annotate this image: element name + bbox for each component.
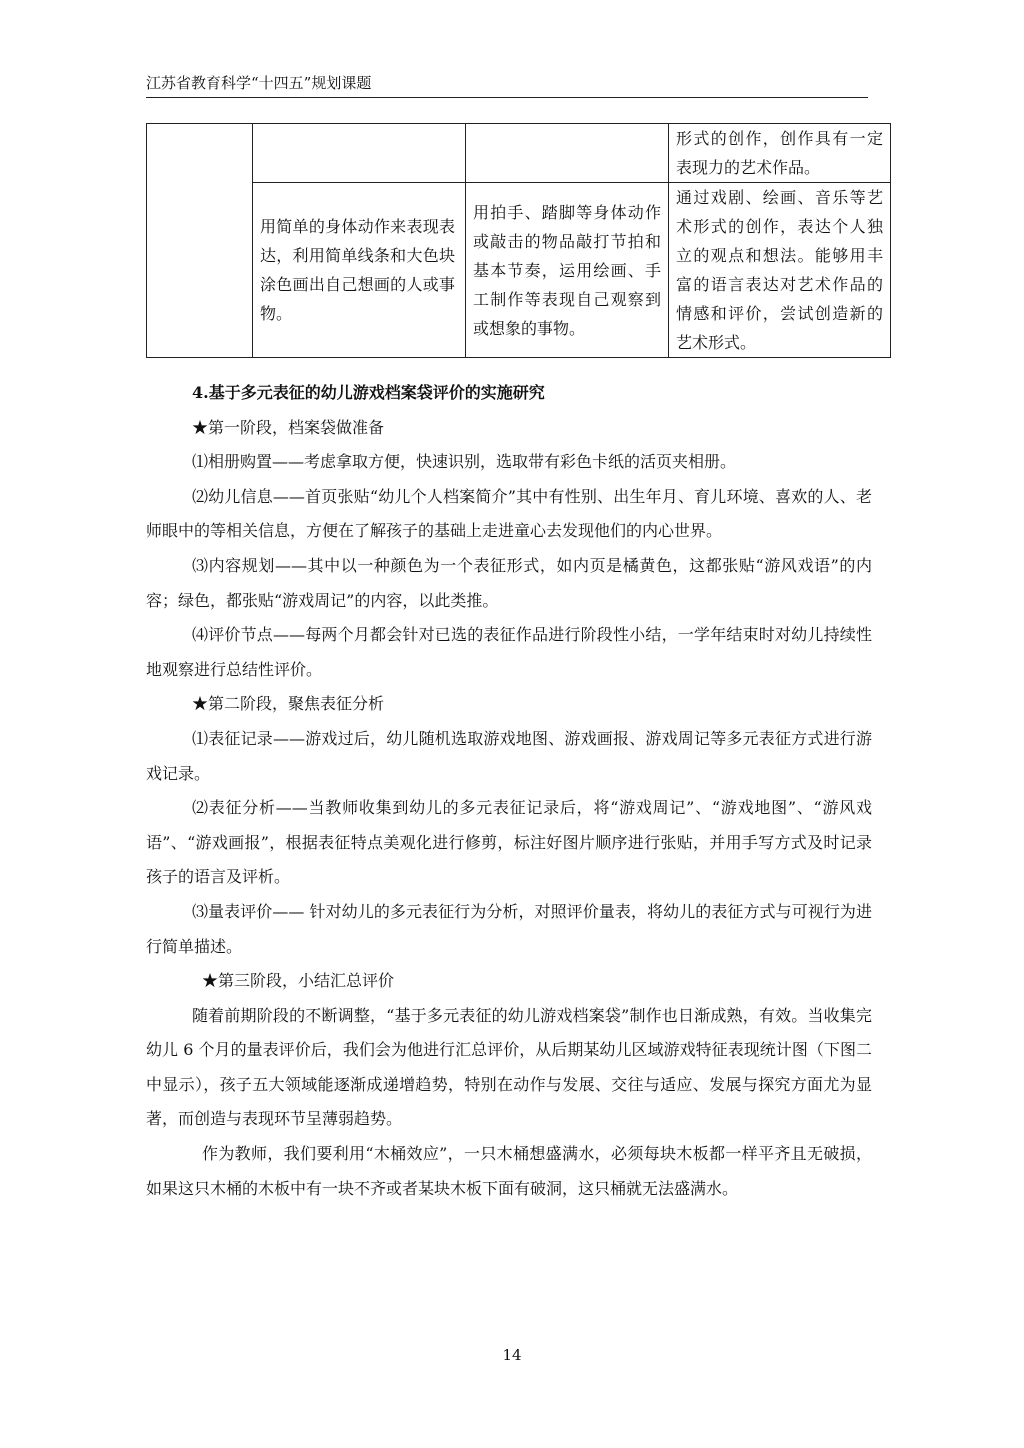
table-cell: 用简单的身体动作来表现表达，利用简单线条和大色块涂色画出自己想画的人或事物。 xyxy=(253,183,466,358)
paragraph: ⑴相册购置——考虑拿取方便，快速识别，选取带有彩色卡纸的活页夹相册。 xyxy=(192,452,737,472)
paragraph: ⑶量表评价—— 针对幼儿的多元表征行为分析，对照评价量表，将幼儿的表征方式与可视行为进行简单描述。 xyxy=(146,901,872,956)
paragraph: ⑴表征记录——游戏过后，幼儿随机选取游戏地图、游戏画报、游戏周记等多元表征方式进行游戏记录。 xyxy=(146,728,872,783)
body-text xyxy=(146,376,872,1206)
header-rule xyxy=(146,97,868,98)
table-cell: 形式的创作，创作具有一定表现力的艺术作品。 xyxy=(669,124,891,183)
paragraph: 随着前期阶段的不断调整，“基于多元表征的幼儿游戏档案袋”制作也日渐成熟，有效。当收集完幼儿 6 个月的量表评价后，我们会为他进行汇总评价，从后期某幼儿区域游戏特征表现统计图（下图二中显示），孩子五大领域能逐渐成递增趋势，特别在动作与发展、交往与适应、发展与探究方面尤为显著，而创造与表现环节呈薄弱趋势。 xyxy=(146,1005,872,1129)
paragraph: ⑵表征分析——当教师收集到幼儿的多元表征记录后，将“游戏周记”、“游戏地图”、“游风戏语”、“游戏画报”，根据表征特点美观化进行修剪，标注好图片顺序进行张贴，并用手写方式及时记录孩子的语言及评析。 xyxy=(146,798,872,887)
paragraph: 作为教师，我们要利用“木桶效应”，一只木桶想盛满水，必须每块木板都一样平齐且无破损，如果这只木桶的木板中有一块不齐或者某块木板下面有破洞，这只桶就无法盛满水。 xyxy=(146,1144,872,1198)
table-row xyxy=(147,124,891,183)
running-header: 江苏省教育科学“十四五”规划课题 xyxy=(146,74,372,92)
page-number: 14 xyxy=(502,1346,522,1364)
stage-heading: ★第二阶段，聚焦表征分析 xyxy=(192,694,385,714)
table-cell: 用拍手、踏脚等身体动作或敲击的物品敲打节拍和基本节奏，运用绘画、手工制作等表现自己观察到或想象的事物。 xyxy=(466,183,669,358)
stage-heading: ★第三阶段，小结汇总评价 xyxy=(202,971,395,991)
table-cell: 通过戏剧、绘画、音乐等艺术形式的创作，表达个人独立的观点和想法。能够用丰富的语言表达对艺术作品的情感和评价，尝试创造新的艺术形式。 xyxy=(669,183,891,358)
stage-heading: ★第一阶段，档案袋做准备 xyxy=(192,417,385,437)
table-cell xyxy=(147,124,253,358)
paragraph: ⑷评价节点——每两个月都会针对已选的表征作品进行阶段性小结，一学年结束时对幼儿持续性地观察进行总结性评价。 xyxy=(146,625,872,679)
table-cell xyxy=(466,124,669,183)
section-heading: 4.基于多元表征的幼儿游戏档案袋评价的实施研究 xyxy=(192,383,545,402)
table-cell xyxy=(253,124,466,183)
paragraph: ⑶内容规划——其中以一种颜色为一个表征形式，如内页是橘黄色，这都张贴“游风戏语”的内容；绿色，都张贴“游戏周记”的内容，以此类推。 xyxy=(146,555,872,610)
paragraph: ⑵幼儿信息——首页张贴“幼儿个人档案简介”其中有性别、出生年月、育儿环境、喜欢的人、老师眼中的等相关信息，方便在了解孩子的基础上走进童心去发现他们的内心世界。 xyxy=(146,486,872,541)
evaluation-table xyxy=(146,123,891,358)
table-row xyxy=(147,183,891,358)
